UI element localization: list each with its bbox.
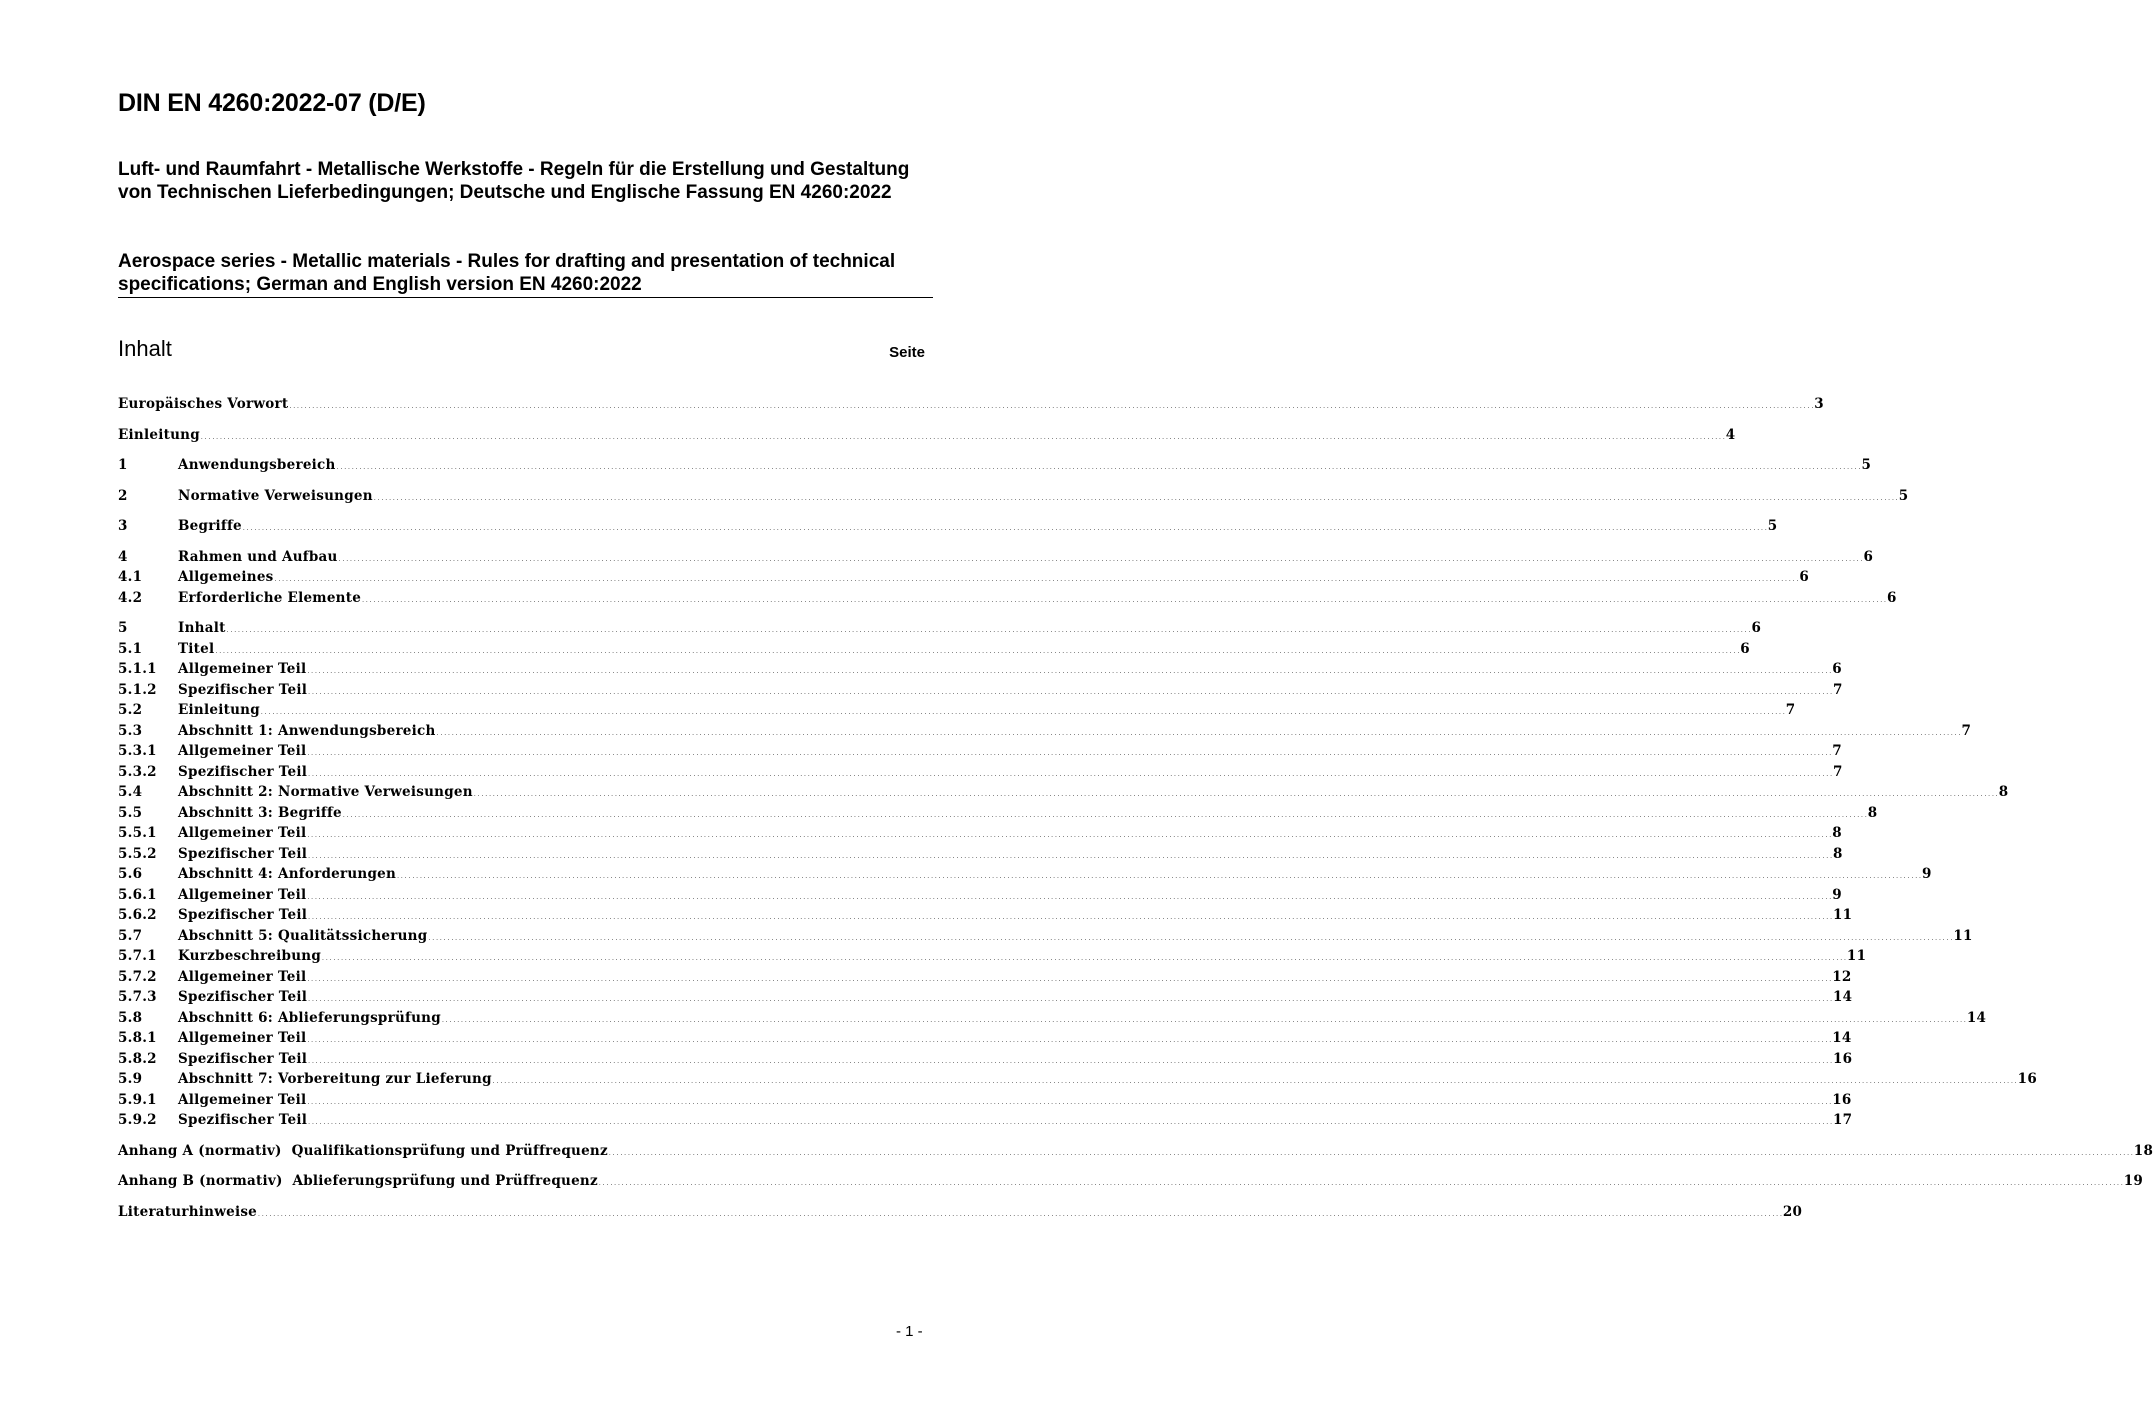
toc-entry[interactable] — [118, 567, 1810, 588]
toc-entry-title: Spezifischer Teil — [178, 681, 308, 698]
toc-entry-number: 4 — [118, 548, 128, 565]
toc-entry[interactable] — [118, 588, 1897, 609]
toc-entry[interactable] — [118, 547, 1874, 568]
toc-entry[interactable] — [118, 1049, 1853, 1070]
toc-entry-number: 5.5.1 — [118, 825, 157, 841]
toc-entry[interactable] — [118, 394, 1824, 415]
toc-entry[interactable] — [118, 425, 1736, 446]
toc-entry-number: 5.9 — [118, 1071, 143, 1087]
toc-entry-page: 7 — [1832, 743, 1842, 759]
toc-entry[interactable] — [118, 618, 1762, 639]
toc-entry-number: 5.8 — [118, 1009, 143, 1026]
toc-entry-page: 4 — [1725, 426, 1736, 443]
subtitle-english: Aerospace series - Metallic materials - Rules for drafting and presentation of technical specifications; German and English version EN 4260:2022 — [118, 250, 933, 298]
toc-entry-title: Spezifischer Teil — [178, 763, 308, 780]
toc-entry-page: 16 — [1833, 1050, 1853, 1067]
toc-entry-number: 2 — [118, 487, 128, 504]
toc-entry-number: 5.1.2 — [118, 681, 157, 698]
toc-entry[interactable] — [118, 455, 1872, 476]
toc-dot-leader: . . . . . . . . . . . . . . . . . . . . . . . . . . . . . . . . . . . . . . . . . . . . . . . . . . . . . . . . . . . . . . . . . . . . . . . . . . . . . . . . . . . . . . . . . . . . . . . . . . . . . . . . . . . . . . . . . . . . . . . . . . . . . . . . . . . . . . . . . . . . . . . . . . . . . . . . . . . . . . . . . . . . . . . . . . . . . . . . . . . . . . . . . . . . . . . . . . . . . . . . . . . . . . . . . . . . . . . . . . . . . . . . . . . . . . . . . . . . . . . . . . . . . . . . . . . . . . . . . . . . . . . . . . . . . . . . . . . . . . . . . . . . . . . . . . . . . . . . . . . . . . . . . . . . . . . . . . . . . . . . . . . . . . . . . . . . . . . . . . . . . . . . . . . . . . . . . . . . . . . . . . . . . . . . . . . . . . . . . . . . . . . . . . . . . . . . . . . . . . . . — [441, 1016, 1966, 1024]
toc-page-column-label: Seite — [889, 344, 925, 361]
toc-dot-leader: . . . . . . . . . . . . . . . . . . . . . . . . . . . . . . . . . . . . . . . . . . . . . . . . . . . . . . . . . . . . . . . . . . . . . . . . . . . . . . . . . . . . . . . . . . . . . . . . . . . . . . . . . . . . . . . . . . . . . . . . . . . . . . . . . . . . . . . . . . . . . . . . . . . . . . . . . . . . . . . . . . . . . . . . . . . . . . . . . . . . . . . . . . . . . . . . . . . . . . . . . . . . . . . . . . . . . . . . . . . . . . . . . . . . . . . . . . . . . . . . . . . . . . . . . . . . . . . . . . . . . . . . . . . . . . . . . . . . . . . . . . . . . . . . . . . . . . . . . . . . . . . . . . . . . . . . . . . . . . . . . . . . . . . . . . . . . . . . . . . . . . . . . . . . . . . . . . . . . . . . . . . . . . . . . . . . . . . . . . . . . . . . . . . . . . . . . . . . . . . . — [436, 729, 1961, 737]
toc-entry-number: 5.5.2 — [118, 845, 157, 862]
toc-entry-page: 7 — [1833, 681, 1843, 698]
toc-dot-leader: . . . . . . . . . . . . . . . . . . . . . . . . . . . . . . . . . . . . . . . . . . . . . . . . . . . . . . . . . . . . . . . . . . . . . . . . . . . . . . . . . . . . . . . . . . . . . . . . . . . . . . . . . . . . . . . . . . . . . . . . . . . . . . . . . . . . . . . . . . . . . . . . . . . . . . . . . . . . . . . . . . . . . . . . . . . . . . . . . . . . . . . . . . . . . . . . . . . . . . . . . . . . . . . . . . . . . . . . . . . . . . . . . . . . . . . . . . . . . . . . . . . . . . . . . . . . . . . . . . . . . . . . . . . . . . . . . . . . . . . . . . . . . . . . . . . . . . . . . . . . . . . . . . . . . . . . . . . . . . . . . . . . . . . . . . . . . . . . . . . . . . . . . . . . . . . . . . . . . . . . . . . . . . . . . . . . . . . . . . . . . . . . . . . . . . . . . . . . . . . . — [226, 627, 1751, 634]
toc-entry-number: 5.9.1 — [118, 1091, 157, 1108]
toc-entry[interactable] — [118, 680, 1843, 701]
toc-entry-title: Abschnitt 1: Anwendungsbereich — [178, 722, 436, 739]
toc-entry-number: 5.3 — [118, 722, 143, 739]
page-number: - 1 - — [896, 1323, 923, 1340]
toc-entry[interactable] — [118, 741, 1842, 762]
toc-entry-number: 5.4 — [118, 784, 143, 800]
toc-entry[interactable] — [118, 1171, 2144, 1192]
toc-entry[interactable] — [118, 782, 2009, 803]
toc-dot-leader: . . . . . . . . . . . . . . . . . . . . . . . . . . . . . . . . . . . . . . . . . . . . . . . . . . . . . . . . . . . . . . . . . . . . . . . . . . . . . . . . . . . . . . . . . . . . . . . . . . . . . . . . . . . . . . . . . . . . . . . . . . . . . . . . . . . . . . . . . . . . . . . . . . . . . . . . . . . . . . . . . . . . . . . . . . . . . . . . . . . . . . . . . . . . . . . . . . . . . . . . . . . . . . . . . . . . . . . . . . . . . . . . . . . . . . . . . . . . . . . . . . . . . . . . . . . . . . . . . . . . . . . . . . . . . . . . . . . . . . . . . . . . . . . . . . . . . . . . . . . . . . . . . . . . . . . . . . . . . . . . . . . . . . . . . . . . . . . . . . . . . . . . . . . . . . . . . . . . . . . . . . . . . . . . . . . . . . . . . . . . . . . . . . . . . . . . . . . . . . . . — [397, 873, 1921, 880]
toc-entry-title: Spezifischer Teil — [178, 1112, 308, 1128]
toc-entry-title: Allgemeiner Teil — [178, 968, 307, 985]
toc-entry-page: 6 — [1740, 640, 1750, 657]
toc-dot-leader: . . . . . . . . . . . . . . . . . . . . . . . . . . . . . . . . . . . . . . . . . . . . . . . . . . . . . . . . . . . . . . . . . . . . . . . . . . . . . . . . . . . . . . . . . . . . . . . . . . . . . . . . . . . . . . . . . . . . . . . . . . . . . . . . . . . . . . . . . . . . . . . . . . . . . . . . . . . . . . . . . . . . . . . . . . . . . . . . . . . . . . . . . . . . . . . . . . . . . . . . . . . . . . . . . . . . . . . . . . . . . . . . . . . . . . . . . . . . . . . . . . . . . . . . . . . . . . . . . . . . . . . . . . . . . . . . . . . . . . . . . . . . . . . . . . . . . . . . . . . . . . . . . . . . . . . . . . . . . . . . . . . . . . . . . . . . . . . . . . . . . . . . . . . . . . . . . . . . . . . . . . . . . . . . . . . . . . . . . . . . . . . . . . . . . . . . . . . . . . . . — [200, 433, 1725, 441]
toc-entry-number: 5.6 — [118, 866, 143, 882]
toc-dot-leader: . . . . . . . . . . . . . . . . . . . . . . . . . . . . . . . . . . . . . . . . . . . . . . . . . . . . . . . . . . . . . . . . . . . . . . . . . . . . . . . . . . . . . . . . . . . . . . . . . . . . . . . . . . . . . . . . . . . . . . . . . . . . . . . . . . . . . . . . . . . . . . . . . . . . . . . . . . . . . . . . . . . . . . . . . . . . . . . . . . . . . . . . . . . . . . . . . . . . . . . . . . . . . . . . . . . . . . . . . . . . . . . . . . . . . . . . . . . . . . . . . . . . . . . . . . . . . . . . . . . . . . . . . . . . . . . . . . . . . . . . . . . . . . . . . . . . . . . . . . . . . . . . . . . . . . . . . . . . . . . . . . . . . . . . . . . . . . . . . . . . . . . . . . . . . . . . . . . . . . . . . . . . . . . . . . . . . . . . . . . . . . . . . . . . . . . . . . . . . . . . — [308, 688, 1833, 696]
toc-entry-page: 8 — [1833, 845, 1843, 862]
toc-entry-page: 11 — [1953, 927, 1973, 944]
toc-entry-page: 6 — [1799, 569, 1810, 585]
toc-entry[interactable] — [118, 967, 1852, 988]
toc-entry-title: Spezifischer Teil — [178, 907, 308, 923]
toc-entry-title: Rahmen und Aufbau — [178, 548, 338, 565]
toc-entry-title: Einleitung — [118, 426, 200, 443]
toc-entry-title: Einleitung — [178, 702, 260, 718]
toc-entry-number: 4.2 — [118, 589, 143, 606]
toc-entry-number: 3 — [118, 518, 128, 534]
toc-entry[interactable] — [118, 486, 1909, 507]
toc-entry-title: Kurzbeschreibung — [178, 948, 322, 964]
toc-dot-leader: . . . . . . . . . . . . . . . . . . . . . . . . . . . . . . . . . . . . . . . . . . . . . . . . . . . . . . . . . . . . . . . . . . . . . . . . . . . . . . . . . . . . . . . . . . . . . . . . . . . . . . . . . . . . . . . . . . . . . . . . . . . . . . . . . . . . . . . . . . . . . . . . . . . . . . . . . . . . . . . . . . . . . . . . . . . . . . . . . . . . . . . . . . . . . . . . . . . . . . . . . . . . . . . . . . . . . . . . . . . . . . . . . . . . . . . . . . . . . . . . . . . . . . . . . . . . . . . . . . . . . . . . . . . . . . . . . . . . . . . . . . . . . . . . . . . . . . . . . . . . . . . . . . . . . . . . . . . . . . . . . . . . . . . . . . . . . . . . . . . . . . . . . . . . . . . . . . . . . . . . . . . . . . . . . . . . . . . . . . . . . . . . . . . . . . . . . . . . . . . . — [338, 555, 1863, 563]
toc-entry-page: 7 — [1785, 702, 1796, 718]
toc-entry-number: 5.2 — [118, 702, 143, 718]
toc-dot-leader: . . . . . . . . . . . . . . . . . . . . . . . . . . . . . . . . . . . . . . . . . . . . . . . . . . . . . . . . . . . . . . . . . . . . . . . . . . . . . . . . . . . . . . . . . . . . . . . . . . . . . . . . . . . . . . . . . . . . . . . . . . . . . . . . . . . . . . . . . . . . . . . . . . . . . . . . . . . . . . . . . . . . . . . . . . . . . . . . . . . . . . . . . . . . . . . . . . . . . . . . . . . . . . . . . . . . . . . . . . . . . . . . . . . . . . . . . . . . . . . . . . . . . . . . . . . . . . . . . . . . . . . . . . . . . . . . . . . . . . . . . . . . . . . . . . . . . . . . . . . . . . . . . . . . . . . . . . . . . . . . . . . . . . . . . . . . . . . . . . . . . . . . . . . . . . . . . . . . . . . . . . . . . . . . . . . . . . . . . . . . . . . . . . . . . . . . . . . . . . . . — [308, 996, 1833, 1003]
toc-heading: Inhalt — [118, 336, 172, 361]
toc-entry-page: 5 — [1861, 457, 1872, 473]
toc-entry-number: 5.7.1 — [118, 948, 157, 964]
toc-entry-title: Allgemeiner Teil — [178, 1091, 307, 1108]
table-of-contents — [118, 394, 2153, 1222]
toc-entry[interactable] — [118, 1141, 2153, 1162]
toc-entry-title: Erforderliche Elemente — [178, 589, 362, 606]
toc-entry-page: 18 — [2133, 1142, 2153, 1159]
toc-entry[interactable] — [118, 1202, 1803, 1223]
toc-entry-page: 6 — [1832, 661, 1842, 677]
toc-entry-title: Allgemeiner Teil — [178, 743, 307, 759]
toc-entry-number: 5.7.3 — [118, 989, 157, 1005]
toc-entry-page: 20 — [1782, 1203, 1803, 1220]
toc-entry[interactable] — [118, 1008, 1987, 1029]
toc-entry-page: 16 — [1832, 1091, 1852, 1108]
toc-entry-number: 5.6.1 — [118, 886, 157, 903]
toc-entry[interactable] — [118, 1069, 2037, 1090]
toc-dot-leader: . . . . . . . . . . . . . . . . . . . . . . . . . . . . . . . . . . . . . . . . . . . . . . . . . . . . . . . . . . . . . . . . . . . . . . . . . . . . . . . . . . . . . . . . . . . . . . . . . . . . . . . . . . . . . . . . . . . . . . . . . . . . . . . . . . . . . . . . . . . . . . . . . . . . . . . . . . . . . . . . . . . . . . . . . . . . . . . . . . . . . . . . . . . . . . . . . . . . . . . . . . . . . . . . . . . . . . . . . . . . . . . . . . . . . . . . . . . . . . . . . . . . . . . . . . . . . . . . . . . . . . . . . . . . . . . . . . . . . . . . . . . . . . . . . . . . . . . . . . . . . . . . . . . . . . . . . . . . . . . . . . . . . . . . . . . . . . . . . . . . . . . . . . . . . . . . . . . . . . . . . . . . . . . . . . . . . . . . . . . . . . . . . . . . . . . . . . . . . . . . — [362, 596, 1886, 604]
toc-entry-page: 7 — [1961, 722, 1972, 739]
toc-dot-leader: . . . . . . . . . . . . . . . . . . . . . . . . . . . . . . . . . . . . . . . . . . . . . . . . . . . . . . . . . . . . . . . . . . . . . . . . . . . . . . . . . . . . . . . . . . . . . . . . . . . . . . . . . . . . . . . . . . . . . . . . . . . . . . . . . . . . . . . . . . . . . . . . . . . . . . . . . . . . . . . . . . . . . . . . . . . . . . . . . . . . . . . . . . . . . . . . . . . . . . . . . . . . . . . . . . . . . . . . . . . . . . . . . . . . . . . . . . . . . . . . . . . . . . . . . . . . . . . . . . . . . . . . . . . . . . . . . . . . . . . . . . . . . . . . . . . . . . . . . . . . . . . . . . . . . . . . . . . . . . . . . . . . . . . . . . . . . . . . . . . . . . . . . . . . . . . . . . . . . . . . . . . . . . . . . . . . . . . . . . . . . . . . . . . . . . . . . . . . . . . . — [307, 1037, 1832, 1044]
toc-entry[interactable] — [118, 803, 1878, 824]
toc-dot-leader: . . . . . . . . . . . . . . . . . . . . . . . . . . . . . . . . . . . . . . . . . . . . . . . . . . . . . . . . . . . . . . . . . . . . . . . . . . . . . . . . . . . . . . . . . . . . . . . . . . . . . . . . . . . . . . . . . . . . . . . . . . . . . . . . . . . . . . . . . . . . . . . . . . . . . . . . . . . . . . . . . . . . . . . . . . . . . . . . . . . . . . . . . . . . . . . . . . . . . . . . . . . . . . . . . . . . . . . . . . . . . . . . . . . . . . . . . . . . . . . . . . . . . . . . . . . . . . . . . . . . . . . . . . . . . . . . . . . . . . . . . . . . . . . . . . . . . . . . . . . . . . . . . . . . . . . . . . . . . . . . . . . . . . . . . . . . . . . . . . . . . . . . . . . . . . . . . . . . . . . . . . . . . . . . . . . . . . . . . . . . . . . . . . . . . . . . . . . . . . . . — [492, 1078, 2017, 1085]
toc-entry-number: 1 — [118, 457, 128, 473]
toc-dot-leader: . . . . . . . . . . . . . . . . . . . . . . . . . . . . . . . . . . . . . . . . . . . . . . . . . . . . . . . . . . . . . . . . . . . . . . . . . . . . . . . . . . . . . . . . . . . . . . . . . . . . . . . . . . . . . . . . . . . . . . . . . . . . . . . . . . . . . . . . . . . . . . . . . . . . . . . . . . . . . . . . . . . . . . . . . . . . . . . . . . . . . . . . . . . . . . . . . . . . . . . . . . . . . . . . . . . . . . . . . . . . . . . . . . . . . . . . . . . . . . . . . . . . . . . . . . . . . . . . . . . . . . . . . . . . . . . . . . . . . . . . . . . . . . . . . . . . . . . . . . . . . . . . . . . . . . . . . . . . . . . . . . . . . . . . . . . . . . . . . . . . . . . . . . . . . . . . . . . . . . . . . . . . . . . . . . . . . . . . . . . . . . . . . . . . . . . . . . . . . . . . — [242, 525, 1767, 532]
toc-entry[interactable] — [118, 823, 1842, 844]
toc-entry-title: Abschnitt 3: Begriffe — [178, 804, 342, 821]
toc-dot-leader: . . . . . . . . . . . . . . . . . . . . . . . . . . . . . . . . . . . . . . . . . . . . . . . . . . . . . . . . . . . . . . . . . . . . . . . . . . . . . . . . . . . . . . . . . . . . . . . . . . . . . . . . . . . . . . . . . . . . . . . . . . . . . . . . . . . . . . . . . . . . . . . . . . . . . . . . . . . . . . . . . . . . . . . . . . . . . . . . . . . . . . . . . . . . . . . . . . . . . . . . . . . . . . . . . . . . . . . . . . . . . . . . . . . . . . . . . . . . . . . . . . . . . . . . . . . . . . . . . . . . . . . . . . . . . . . . . . . . . . . . . . . . . . . . . . . . . . . . . . . . . . . . . . . . . . . . . . . . . . . . . . . . . . . . . . . . . . . . . . . . . . . . . . . . . . . . . . . . . . . . . . . . . . . . . . . . . . . . . . . . . . . . . . . . . . . . . . . . . . . . — [215, 647, 1740, 655]
toc-entry-page: 14 — [1832, 1030, 1852, 1046]
toc-dot-leader: . . . . . . . . . . . . . . . . . . . . . . . . . . . . . . . . . . . . . . . . . . . . . . . . . . . . . . . . . . . . . . . . . . . . . . . . . . . . . . . . . . . . . . . . . . . . . . . . . . . . . . . . . . . . . . . . . . . . . . . . . . . . . . . . . . . . . . . . . . . . . . . . . . . . . . . . . . . . . . . . . . . . . . . . . . . . . . . . . . . . . . . . . . . . . . . . . . . . . . . . . . . . . . . . . . . . . . . . . . . . . . . . . . . . . . . . . . . . . . . . . . . . . . . . . . . . . . . . . . . . . . . . . . . . . . . . . . . . . . . . . . . . . . . . . . . . . . . . . . . . . . . . . . . . . . . . . . . . . . . . . . . . . . . . . . . . . . . . . . . . . . . . . . . . . . . . . . . . . . . . . . . . . . . . . . . . . . . . . . . . . . . . . . . . . . . . . . . . . . . . — [289, 403, 1814, 410]
toc-entry-title: Titel — [178, 640, 215, 657]
toc-entry-title: Begriffe — [178, 518, 242, 534]
toc-entry-number: 5.7.2 — [118, 968, 157, 985]
toc-entry-page: 14 — [1833, 989, 1853, 1005]
toc-entry-title: Allgemeiner Teil — [178, 825, 307, 841]
toc-dot-leader: . . . . . . . . . . . . . . . . . . . . . . . . . . . . . . . . . . . . . . . . . . . . . . . . . . . . . . . . . . . . . . . . . . . . . . . . . . . . . . . . . . . . . . . . . . . . . . . . . . . . . . . . . . . . . . . . . . . . . . . . . . . . . . . . . . . . . . . . . . . . . . . . . . . . . . . . . . . . . . . . . . . . . . . . . . . . . . . . . . . . . . . . . . . . . . . . . . . . . . . . . . . . . . . . . . . . . . . . . . . . . . . . . . . . . . . . . . . . . . . . . . . . . . . . . . . . . . . . . . . . . . . . . . . . . . . . . . . . . . . . . . . . . . . . . . . . . . . . . . . . . . . . . . . . . . . . . . . . . . . . . . . . . . . . . . . . . . . . . . . . . . . . . . . . . . . . . . . . . . . . . . . . . . . . . . . . . . . . . . . . . . . . . . . . . . . . . . . . . . . . — [307, 832, 1832, 839]
toc-entry-number: 5.3.1 — [118, 743, 157, 759]
toc-entry[interactable] — [118, 659, 1842, 680]
toc-entry-number: 5.5 — [118, 804, 143, 821]
toc-entry-title: Anwendungsbereich — [178, 457, 336, 473]
toc-entry-page: 14 — [1966, 1009, 1987, 1026]
toc-entry-number: 5.8.2 — [118, 1050, 157, 1067]
toc-dot-leader: . . . . . . . . . . . . . . . . . . . . . . . . . . . . . . . . . . . . . . . . . . . . . . . . . . . . . . . . . . . . . . . . . . . . . . . . . . . . . . . . . . . . . . . . . . . . . . . . . . . . . . . . . . . . . . . . . . . . . . . . . . . . . . . . . . . . . . . . . . . . . . . . . . . . . . . . . . . . . . . . . . . . . . . . . . . . . . . . . . . . . . . . . . . . . . . . . . . . . . . . . . . . . . . . . . . . . . . . . . . . . . . . . . . . . . . . . . . . . . . . . . . . . . . . . . . . . . . . . . . . . . . . . . . . . . . . . . . . . . . . . . . . . . . . . . . . . . . . . . . . . . . . . . . . . . . . . . . . . . . . . . . . . . . . . . . . . . . . . . . . . . . . . . . . . . . . . . . . . . . . . . . . . . . . . . . . . . . . . . . . . . . . . . . . . . . . . . . . . . . . — [308, 770, 1833, 778]
toc-entry-title: Inhalt — [178, 620, 226, 636]
toc-dot-leader: . . . . . . . . . . . . . . . . . . . . . . . . . . . . . . . . . . . . . . . . . . . . . . . . . . . . . . . . . . . . . . . . . . . . . . . . . . . . . . . . . . . . . . . . . . . . . . . . . . . . . . . . . . . . . . . . . . . . . . . . . . . . . . . . . . . . . . . . . . . . . . . . . . . . . . . . . . . . . . . . . . . . . . . . . . . . . . . . . . . . . . . . . . . . . . . . . . . . . . . . . . . . . . . . . . . . . . . . . . . . . . . . . . . . . . . . . . . . . . . . . . . . . . . . . . . . . . . . . . . . . . . . . . . . . . . . . . . . . . . . . . . . . . . . . . . . . . . . . . . . . . . . . . . . . . . . . . . . . . . . . . . . . . . . . . . . . . . . . . . . . . . . . . . . . . . . . . . . . . . . . . . . . . . . . . . . . . . . . . . . . . . . . . . . . . . . . . . . . . . . — [307, 975, 1832, 983]
toc-dot-leader: . . . . . . . . . . . . . . . . . . . . . . . . . . . . . . . . . . . . . . . . . . . . . . . . . . . . . . . . . . . . . . . . . . . . . . . . . . . . . . . . . . . . . . . . . . . . . . . . . . . . . . . . . . . . . . . . . . . . . . . . . . . . . . . . . . . . . . . . . . . . . . . . . . . . . . . . . . . . . . . . . . . . . . . . . . . . . . . . . . . . . . . . . . . . . . . . . . . . . . . . . . . . . . . . . . . . . . . . . . . . . . . . . . . . . . . . . . . . . . . . . . . . . . . . . . . . . . . . . . . . . . . . . . . . . . . . . . . . . . . . . . . . . . . . . . . . . . . . . . . . . . . . . . . . . . . . . . . . . . . . . . . . . . . . . . . . . . . . . . . . . . . . . . . . . . . . . . . . . . . . . . . . . . . . . . . . . . . . . . . . . . . . . . . . . . . . . . . . . . . . — [598, 1180, 2123, 1187]
toc-entry[interactable] — [118, 946, 1867, 967]
toc-entry-page: 5 — [1767, 518, 1778, 534]
toc-entry-title: Allgemeiner Teil — [178, 661, 307, 677]
toc-entry-title: Allgemeiner Teil — [178, 1030, 307, 1046]
toc-dot-leader: . . . . . . . . . . . . . . . . . . . . . . . . . . . . . . . . . . . . . . . . . . . . . . . . . . . . . . . . . . . . . . . . . . . . . . . . . . . . . . . . . . . . . . . . . . . . . . . . . . . . . . . . . . . . . . . . . . . . . . . . . . . . . . . . . . . . . . . . . . . . . . . . . . . . . . . . . . . . . . . . . . . . . . . . . . . . . . . . . . . . . . . . . . . . . . . . . . . . . . . . . . . . . . . . . . . . . . . . . . . . . . . . . . . . . . . . . . . . . . . . . . . . . . . . . . . . . . . . . . . . . . . . . . . . . . . . . . . . . . . . . . . . . . . . . . . . . . . . . . . . . . . . . . . . . . . . . . . . . . . . . . . . . . . . . . . . . . . . . . . . . . . . . . . . . . . . . . . . . . . . . . . . . . . . . . . . . . . . . . . . . . . . . . . . . . . . . . . . . . . . — [373, 494, 1898, 502]
toc-entry-page: 16 — [2017, 1071, 2037, 1087]
toc-entry-page: 7 — [1833, 763, 1843, 780]
toc-dot-leader: . . . . . . . . . . . . . . . . . . . . . . . . . . . . . . . . . . . . . . . . . . . . . . . . . . . . . . . . . . . . . . . . . . . . . . . . . . . . . . . . . . . . . . . . . . . . . . . . . . . . . . . . . . . . . . . . . . . . . . . . . . . . . . . . . . . . . . . . . . . . . . . . . . . . . . . . . . . . . . . . . . . . . . . . . . . . . . . . . . . . . . . . . . . . . . . . . . . . . . . . . . . . . . . . . . . . . . . . . . . . . . . . . . . . . . . . . . . . . . . . . . . . . . . . . . . . . . . . . . . . . . . . . . . . . . . . . . . . . . . . . . . . . . . . . . . . . . . . . . . . . . . . . . . . . . . . . . . . . . . . . . . . . . . . . . . . . . . . . . . . . . . . . . . . . . . . . . . . . . . . . . . . . . . . . . . . . . . . . . . . . . . . . . . . . . . . . . . . . . . . — [342, 811, 1867, 819]
subtitle-german: Luft- und Raumfahrt - Metallische Werkstoffe - Regeln für die Erstellung und Gestaltung von Technischen Lieferbedingungen; Deutsche und Englische Fassung EN 4260:2022 — [118, 159, 910, 203]
toc-entry-page: 9 — [1832, 886, 1842, 903]
toc-entry-title: Spezifischer Teil — [178, 989, 308, 1005]
toc-entry-page: 6 — [1751, 620, 1762, 636]
toc-entry-page: 8 — [1998, 784, 2009, 800]
toc-dot-leader: . . . . . . . . . . . . . . . . . . . . . . . . . . . . . . . . . . . . . . . . . . . . . . . . . . . . . . . . . . . . . . . . . . . . . . . . . . . . . . . . . . . . . . . . . . . . . . . . . . . . . . . . . . . . . . . . . . . . . . . . . . . . . . . . . . . . . . . . . . . . . . . . . . . . . . . . . . . . . . . . . . . . . . . . . . . . . . . . . . . . . . . . . . . . . . . . . . . . . . . . . . . . . . . . . . . . . . . . . . . . . . . . . . . . . . . . . . . . . . . . . . . . . . . . . . . . . . . . . . . . . . . . . . . . . . . . . . . . . . . . . . . . . . . . . . . . . . . . . . . . . . . . . . . . . . . . . . . . . . . . . . . . . . . . . . . . . . . . . . . . . . . . . . . . . . . . . . . . . . . . . . . . . . . . . . . . . . . . . . . . . . . . . . . . . . . . . . . . . . . . — [308, 1057, 1833, 1065]
toc-dot-leader: . . . . . . . . . . . . . . . . . . . . . . . . . . . . . . . . . . . . . . . . . . . . . . . . . . . . . . . . . . . . . . . . . . . . . . . . . . . . . . . . . . . . . . . . . . . . . . . . . . . . . . . . . . . . . . . . . . . . . . . . . . . . . . . . . . . . . . . . . . . . . . . . . . . . . . . . . . . . . . . . . . . . . . . . . . . . . . . . . . . . . . . . . . . . . . . . . . . . . . . . . . . . . . . . . . . . . . . . . . . . . . . . . . . . . . . . . . . . . . . . . . . . . . . . . . . . . . . . . . . . . . . . . . . . . . . . . . . . . . . . . . . . . . . . . . . . . . . . . . . . . . . . . . . . . . . . . . . . . . . . . . . . . . . . . . . . . . . . . . . . . . . . . . . . . . . . . . . . . . . . . . . . . . . . . . . . . . . . . . . . . . . . . . . . . . . . . . . . . . . . — [307, 668, 1832, 675]
toc-entry-number: 4.1 — [118, 569, 143, 585]
toc-entry-page: 11 — [1846, 948, 1867, 964]
toc-entry-title: Spezifischer Teil — [178, 1050, 308, 1067]
toc-entry-page: 8 — [1867, 804, 1878, 821]
toc-entry[interactable] — [118, 844, 1843, 865]
toc-entry[interactable] — [118, 700, 1796, 721]
toc-entry-title: Anhang B (normativ) Ablieferungsprüfung und Prüffrequenz — [118, 1173, 598, 1189]
toc-entry[interactable] — [118, 905, 1853, 926]
toc-dot-leader: . . . . . . . . . . . . . . . . . . . . . . . . . . . . . . . . . . . . . . . . . . . . . . . . . . . . . . . . . . . . . . . . . . . . . . . . . . . . . . . . . . . . . . . . . . . . . . . . . . . . . . . . . . . . . . . . . . . . . . . . . . . . . . . . . . . . . . . . . . . . . . . . . . . . . . . . . . . . . . . . . . . . . . . . . . . . . . . . . . . . . . . . . . . . . . . . . . . . . . . . . . . . . . . . . . . . . . . . . . . . . . . . . . . . . . . . . . . . . . . . . . . . . . . . . . . . . . . . . . . . . . . . . . . . . . . . . . . . . . . . . . . . . . . . . . . . . . . . . . . . . . . . . . . . . . . . . . . . . . . . . . . . . . . . . . . . . . . . . . . . . . . . . . . . . . . . . . . . . . . . . . . . . . . . . . . . . . . . . . . . . . . . . . . . . . . . . . . . . . . . — [308, 852, 1833, 860]
toc-entry[interactable] — [118, 1110, 1853, 1131]
toc-entry-number: 5.1.1 — [118, 661, 157, 677]
toc-entry-number: 5.1 — [118, 640, 143, 657]
toc-dot-leader: . . . . . . . . . . . . . . . . . . . . . . . . . . . . . . . . . . . . . . . . . . . . . . . . . . . . . . . . . . . . . . . . . . . . . . . . . . . . . . . . . . . . . . . . . . . . . . . . . . . . . . . . . . . . . . . . . . . . . . . . . . . . . . . . . . . . . . . . . . . . . . . . . . . . . . . . . . . . . . . . . . . . . . . . . . . . . . . . . . . . . . . . . . . . . . . . . . . . . . . . . . . . . . . . . . . . . . . . . . . . . . . . . . . . . . . . . . . . . . . . . . . . . . . . . . . . . . . . . . . . . . . . . . . . . . . . . . . . . . . . . . . . . . . . . . . . . . . . . . . . . . . . . . . . . . . . . . . . . . . . . . . . . . . . . . . . . . . . . . . . . . . . . . . . . . . . . . . . . . . . . . . . . . . . . . . . . . . . . . . . . . . . . . . . . . . . . . . . . . . . — [308, 1119, 1833, 1126]
toc-dot-leader: . . . . . . . . . . . . . . . . . . . . . . . . . . . . . . . . . . . . . . . . . . . . . . . . . . . . . . . . . . . . . . . . . . . . . . . . . . . . . . . . . . . . . . . . . . . . . . . . . . . . . . . . . . . . . . . . . . . . . . . . . . . . . . . . . . . . . . . . . . . . . . . . . . . . . . . . . . . . . . . . . . . . . . . . . . . . . . . . . . . . . . . . . . . . . . . . . . . . . . . . . . . . . . . . . . . . . . . . . . . . . . . . . . . . . . . . . . . . . . . . . . . . . . . . . . . . . . . . . . . . . . . . . . . . . . . . . . . . . . . . . . . . . . . . . . . . . . . . . . . . . . . . . . . . . . . . . . . . . . . . . . . . . . . . . . . . . . . . . . . . . . . . . . . . . . . . . . . . . . . . . . . . . . . . . . . . . . . . . . . . . . . . . . . . . . . . . . . . . . . . — [428, 934, 1953, 942]
toc-entry-title: Abschnitt 4: Anforderungen — [178, 866, 397, 882]
toc-dot-leader: . . . . . . . . . . . . . . . . . . . . . . . . . . . . . . . . . . . . . . . . . . . . . . . . . . . . . . . . . . . . . . . . . . . . . . . . . . . . . . . . . . . . . . . . . . . . . . . . . . . . . . . . . . . . . . . . . . . . . . . . . . . . . . . . . . . . . . . . . . . . . . . . . . . . . . . . . . . . . . . . . . . . . . . . . . . . . . . . . . . . . . . . . . . . . . . . . . . . . . . . . . . . . . . . . . . . . . . . . . . . . . . . . . . . . . . . . . . . . . . . . . . . . . . . . . . . . . . . . . . . . . . . . . . . . . . . . . . . . . . . . . . . . . . . . . . . . . . . . . . . . . . . . . . . . . . . . . . . . . . . . . . . . . . . . . . . . . . . . . . . . . . . . . . . . . . . . . . . . . . . . . . . . . . . . . . . . . . . . . . . . . . . . . . . . . . . . . . . . . . . — [307, 893, 1832, 901]
toc-entry-page: 3 — [1814, 396, 1824, 412]
toc-entry-number: 5.8.1 — [118, 1030, 157, 1046]
document-title: DIN EN 4260:2022-07 (D/E) — [118, 89, 426, 117]
toc-entry-number: 5.9.2 — [118, 1112, 157, 1128]
toc-dot-leader: . . . . . . . . . . . . . . . . . . . . . . . . . . . . . . . . . . . . . . . . . . . . . . . . . . . . . . . . . . . . . . . . . . . . . . . . . . . . . . . . . . . . . . . . . . . . . . . . . . . . . . . . . . . . . . . . . . . . . . . . . . . . . . . . . . . . . . . . . . . . . . . . . . . . . . . . . . . . . . . . . . . . . . . . . . . . . . . . . . . . . . . . . . . . . . . . . . . . . . . . . . . . . . . . . . . . . . . . . . . . . . . . . . . . . . . . . . . . . . . . . . . . . . . . . . . . . . . . . . . . . . . . . . . . . . . . . . . . . . . . . . . . . . . . . . . . . . . . . . . . . . . . . . . . . . . . . . . . . . . . . . . . . . . . . . . . . . . . . . . . . . . . . . . . . . . . . . . . . . . . . . . . . . . . . . . . . . . . . . . . . . . . . . . . . . . . . . . . . . . . — [274, 576, 1799, 583]
toc-entry-number: 5 — [118, 620, 128, 636]
toc-entry-title: Abschnitt 6: Ablieferungsprüfung — [178, 1009, 441, 1026]
toc-dot-leader: . . . . . . . . . . . . . . . . . . . . . . . . . . . . . . . . . . . . . . . . . . . . . . . . . . . . . . . . . . . . . . . . . . . . . . . . . . . . . . . . . . . . . . . . . . . . . . . . . . . . . . . . . . . . . . . . . . . . . . . . . . . . . . . . . . . . . . . . . . . . . . . . . . . . . . . . . . . . . . . . . . . . . . . . . . . . . . . . . . . . . . . . . . . . . . . . . . . . . . . . . . . . . . . . . . . . . . . . . . . . . . . . . . . . . . . . . . . . . . . . . . . . . . . . . . . . . . . . . . . . . . . . . . . . . . . . . . . . . . . . . . . . . . . . . . . . . . . . . . . . . . . . . . . . . . . . . . . . . . . . . . . . . . . . . . . . . . . . . . . . . . . . . . . . . . . . . . . . . . . . . . . . . . . . . . . . . . . . . . . . . . . . . . . . . . . . . . . . . . . . — [473, 791, 1998, 798]
toc-entry-title: Abschnitt 7: Vorbereitung zur Lieferung — [178, 1071, 492, 1087]
toc-entry-page: 11 — [1833, 907, 1853, 923]
toc-entry-number: 5.6.2 — [118, 907, 157, 923]
toc-entry[interactable] — [118, 1090, 1852, 1111]
toc-entry-page: 8 — [1832, 825, 1842, 841]
toc-entry-page: 12 — [1832, 968, 1852, 985]
toc-dot-leader: . . . . . . . . . . . . . . . . . . . . . . . . . . . . . . . . . . . . . . . . . . . . . . . . . . . . . . . . . . . . . . . . . . . . . . . . . . . . . . . . . . . . . . . . . . . . . . . . . . . . . . . . . . . . . . . . . . . . . . . . . . . . . . . . . . . . . . . . . . . . . . . . . . . . . . . . . . . . . . . . . . . . . . . . . . . . . . . . . . . . . . . . . . . . . . . . . . . . . . . . . . . . . . . . . . . . . . . . . . . . . . . . . . . . . . . . . . . . . . . . . . . . . . . . . . . . . . . . . . . . . . . . . . . . . . . . . . . . . . . . . . . . . . . . . . . . . . . . . . . . . . . . . . . . . . . . . . . . . . . . . . . . . . . . . . . . . . . . . . . . . . . . . . . . . . . . . . . . . . . . . . . . . . . . . . . . . . . . . . . . . . . . . . . . . . . . . . . . . . . . — [608, 1149, 2133, 1157]
toc-entry-number: 5.7 — [118, 927, 143, 944]
toc-entry-title: Literaturhinweise — [118, 1203, 258, 1220]
toc-dot-leader: . . . . . . . . . . . . . . . . . . . . . . . . . . . . . . . . . . . . . . . . . . . . . . . . . . . . . . . . . . . . . . . . . . . . . . . . . . . . . . . . . . . . . . . . . . . . . . . . . . . . . . . . . . . . . . . . . . . . . . . . . . . . . . . . . . . . . . . . . . . . . . . . . . . . . . . . . . . . . . . . . . . . . . . . . . . . . . . . . . . . . . . . . . . . . . . . . . . . . . . . . . . . . . . . . . . . . . . . . . . . . . . . . . . . . . . . . . . . . . . . . . . . . . . . . . . . . . . . . . . . . . . . . . . . . . . . . . . . . . . . . . . . . . . . . . . . . . . . . . . . . . . . . . . . . . . . . . . . . . . . . . . . . . . . . . . . . . . . . . . . . . . . . . . . . . . . . . . . . . . . . . . . . . . . . . . . . . . . . . . . . . . . . . . . . . . . . . . . . . . . — [307, 1098, 1832, 1106]
toc-entry-title: Abschnitt 2: Normative Verweisungen — [178, 784, 473, 800]
toc-entry-page: 9 — [1921, 866, 1932, 882]
toc-entry[interactable] — [118, 864, 1932, 885]
toc-entry-number: 5.3.2 — [118, 763, 157, 780]
toc-entry[interactable] — [118, 721, 1972, 742]
toc-entry-title: Europäisches Vorwort — [118, 396, 289, 412]
toc-entry-page: 5 — [1898, 487, 1909, 504]
toc-entry[interactable] — [118, 1028, 1852, 1049]
toc-entry-page: 6 — [1886, 589, 1897, 606]
toc-entry-page: 6 — [1863, 548, 1874, 565]
toc-entry[interactable] — [118, 762, 1843, 783]
toc-entry-title: Allgemeines — [178, 569, 274, 585]
toc-entry-title: Allgemeiner Teil — [178, 886, 307, 903]
toc-entry-title: Normative Verweisungen — [178, 487, 373, 504]
toc-entry-page: 17 — [1833, 1112, 1853, 1128]
toc-dot-leader: . . . . . . . . . . . . . . . . . . . . . . . . . . . . . . . . . . . . . . . . . . . . . . . . . . . . . . . . . . . . . . . . . . . . . . . . . . . . . . . . . . . . . . . . . . . . . . . . . . . . . . . . . . . . . . . . . . . . . . . . . . . . . . . . . . . . . . . . . . . . . . . . . . . . . . . . . . . . . . . . . . . . . . . . . . . . . . . . . . . . . . . . . . . . . . . . . . . . . . . . . . . . . . . . . . . . . . . . . . . . . . . . . . . . . . . . . . . . . . . . . . . . . . . . . . . . . . . . . . . . . . . . . . . . . . . . . . . . . . . . . . . . . . . . . . . . . . . . . . . . . . . . . . . . . . . . . . . . . . . . . . . . . . . . . . . . . . . . . . . . . . . . . . . . . . . . . . . . . . . . . . . . . . . . . . . . . . . . . . . . . . . . . . . . . . . . . . . . . . . . — [322, 955, 1846, 962]
toc-dot-leader: . . . . . . . . . . . . . . . . . . . . . . . . . . . . . . . . . . . . . . . . . . . . . . . . . . . . . . . . . . . . . . . . . . . . . . . . . . . . . . . . . . . . . . . . . . . . . . . . . . . . . . . . . . . . . . . . . . . . . . . . . . . . . . . . . . . . . . . . . . . . . . . . . . . . . . . . . . . . . . . . . . . . . . . . . . . . . . . . . . . . . . . . . . . . . . . . . . . . . . . . . . . . . . . . . . . . . . . . . . . . . . . . . . . . . . . . . . . . . . . . . . . . . . . . . . . . . . . . . . . . . . . . . . . . . . . . . . . . . . . . . . . . . . . . . . . . . . . . . . . . . . . . . . . . . . . . . . . . . . . . . . . . . . . . . . . . . . . . . . . . . . . . . . . . . . . . . . . . . . . . . . . . . . . . . . . . . . . . . . . . . . . . . . . . . . . . . . . . . . . . — [336, 464, 1861, 471]
toc-entry[interactable] — [118, 639, 1750, 660]
toc-entry[interactable] — [118, 885, 1842, 906]
toc-dot-leader: . . . . . . . . . . . . . . . . . . . . . . . . . . . . . . . . . . . . . . . . . . . . . . . . . . . . . . . . . . . . . . . . . . . . . . . . . . . . . . . . . . . . . . . . . . . . . . . . . . . . . . . . . . . . . . . . . . . . . . . . . . . . . . . . . . . . . . . . . . . . . . . . . . . . . . . . . . . . . . . . . . . . . . . . . . . . . . . . . . . . . . . . . . . . . . . . . . . . . . . . . . . . . . . . . . . . . . . . . . . . . . . . . . . . . . . . . . . . . . . . . . . . . . . . . . . . . . . . . . . . . . . . . . . . . . . . . . . . . . . . . . . . . . . . . . . . . . . . . . . . . . . . . . . . . . . . . . . . . . . . . . . . . . . . . . . . . . . . . . . . . . . . . . . . . . . . . . . . . . . . . . . . . . . . . . . . . . . . . . . . . . . . . . . . . . . . . . . . . . . . — [260, 709, 1785, 716]
toc-dot-leader: . . . . . . . . . . . . . . . . . . . . . . . . . . . . . . . . . . . . . . . . . . . . . . . . . . . . . . . . . . . . . . . . . . . . . . . . . . . . . . . . . . . . . . . . . . . . . . . . . . . . . . . . . . . . . . . . . . . . . . . . . . . . . . . . . . . . . . . . . . . . . . . . . . . . . . . . . . . . . . . . . . . . . . . . . . . . . . . . . . . . . . . . . . . . . . . . . . . . . . . . . . . . . . . . . . . . . . . . . . . . . . . . . . . . . . . . . . . . . . . . . . . . . . . . . . . . . . . . . . . . . . . . . . . . . . . . . . . . . . . . . . . . . . . . . . . . . . . . . . . . . . . . . . . . . . . . . . . . . . . . . . . . . . . . . . . . . . . . . . . . . . . . . . . . . . . . . . . . . . . . . . . . . . . . . . . . . . . . . . . . . . . . . . . . . . . . . . . . . . . . — [307, 750, 1832, 757]
toc-entry[interactable] — [118, 987, 1853, 1008]
toc-entry[interactable] — [118, 926, 1973, 947]
toc-entry[interactable] — [118, 516, 1778, 537]
toc-entry-title: Spezifischer Teil — [178, 845, 308, 862]
toc-entry-title: Anhang A (normativ) Qualifikationsprüfung und Prüffrequenz — [118, 1142, 608, 1159]
toc-entry-title: Abschnitt 5: Qualitätssicherung — [178, 927, 428, 944]
toc-dot-leader: . . . . . . . . . . . . . . . . . . . . . . . . . . . . . . . . . . . . . . . . . . . . . . . . . . . . . . . . . . . . . . . . . . . . . . . . . . . . . . . . . . . . . . . . . . . . . . . . . . . . . . . . . . . . . . . . . . . . . . . . . . . . . . . . . . . . . . . . . . . . . . . . . . . . . . . . . . . . . . . . . . . . . . . . . . . . . . . . . . . . . . . . . . . . . . . . . . . . . . . . . . . . . . . . . . . . . . . . . . . . . . . . . . . . . . . . . . . . . . . . . . . . . . . . . . . . . . . . . . . . . . . . . . . . . . . . . . . . . . . . . . . . . . . . . . . . . . . . . . . . . . . . . . . . . . . . . . . . . . . . . . . . . . . . . . . . . . . . . . . . . . . . . . . . . . . . . . . . . . . . . . . . . . . . . . . . . . . . . . . . . . . . . . . . . . . . . . . . . . . . — [308, 914, 1833, 921]
toc-dot-leader: . . . . . . . . . . . . . . . . . . . . . . . . . . . . . . . . . . . . . . . . . . . . . . . . . . . . . . . . . . . . . . . . . . . . . . . . . . . . . . . . . . . . . . . . . . . . . . . . . . . . . . . . . . . . . . . . . . . . . . . . . . . . . . . . . . . . . . . . . . . . . . . . . . . . . . . . . . . . . . . . . . . . . . . . . . . . . . . . . . . . . . . . . . . . . . . . . . . . . . . . . . . . . . . . . . . . . . . . . . . . . . . . . . . . . . . . . . . . . . . . . . . . . . . . . . . . . . . . . . . . . . . . . . . . . . . . . . . . . . . . . . . . . . . . . . . . . . . . . . . . . . . . . . . . . . . . . . . . . . . . . . . . . . . . . . . . . . . . . . . . . . . . . . . . . . . . . . . . . . . . . . . . . . . . . . . . . . . . . . . . . . . . . . . . . . . . . . . . . . . . — [258, 1210, 1782, 1218]
toc-entry-page: 19 — [2123, 1173, 2144, 1189]
